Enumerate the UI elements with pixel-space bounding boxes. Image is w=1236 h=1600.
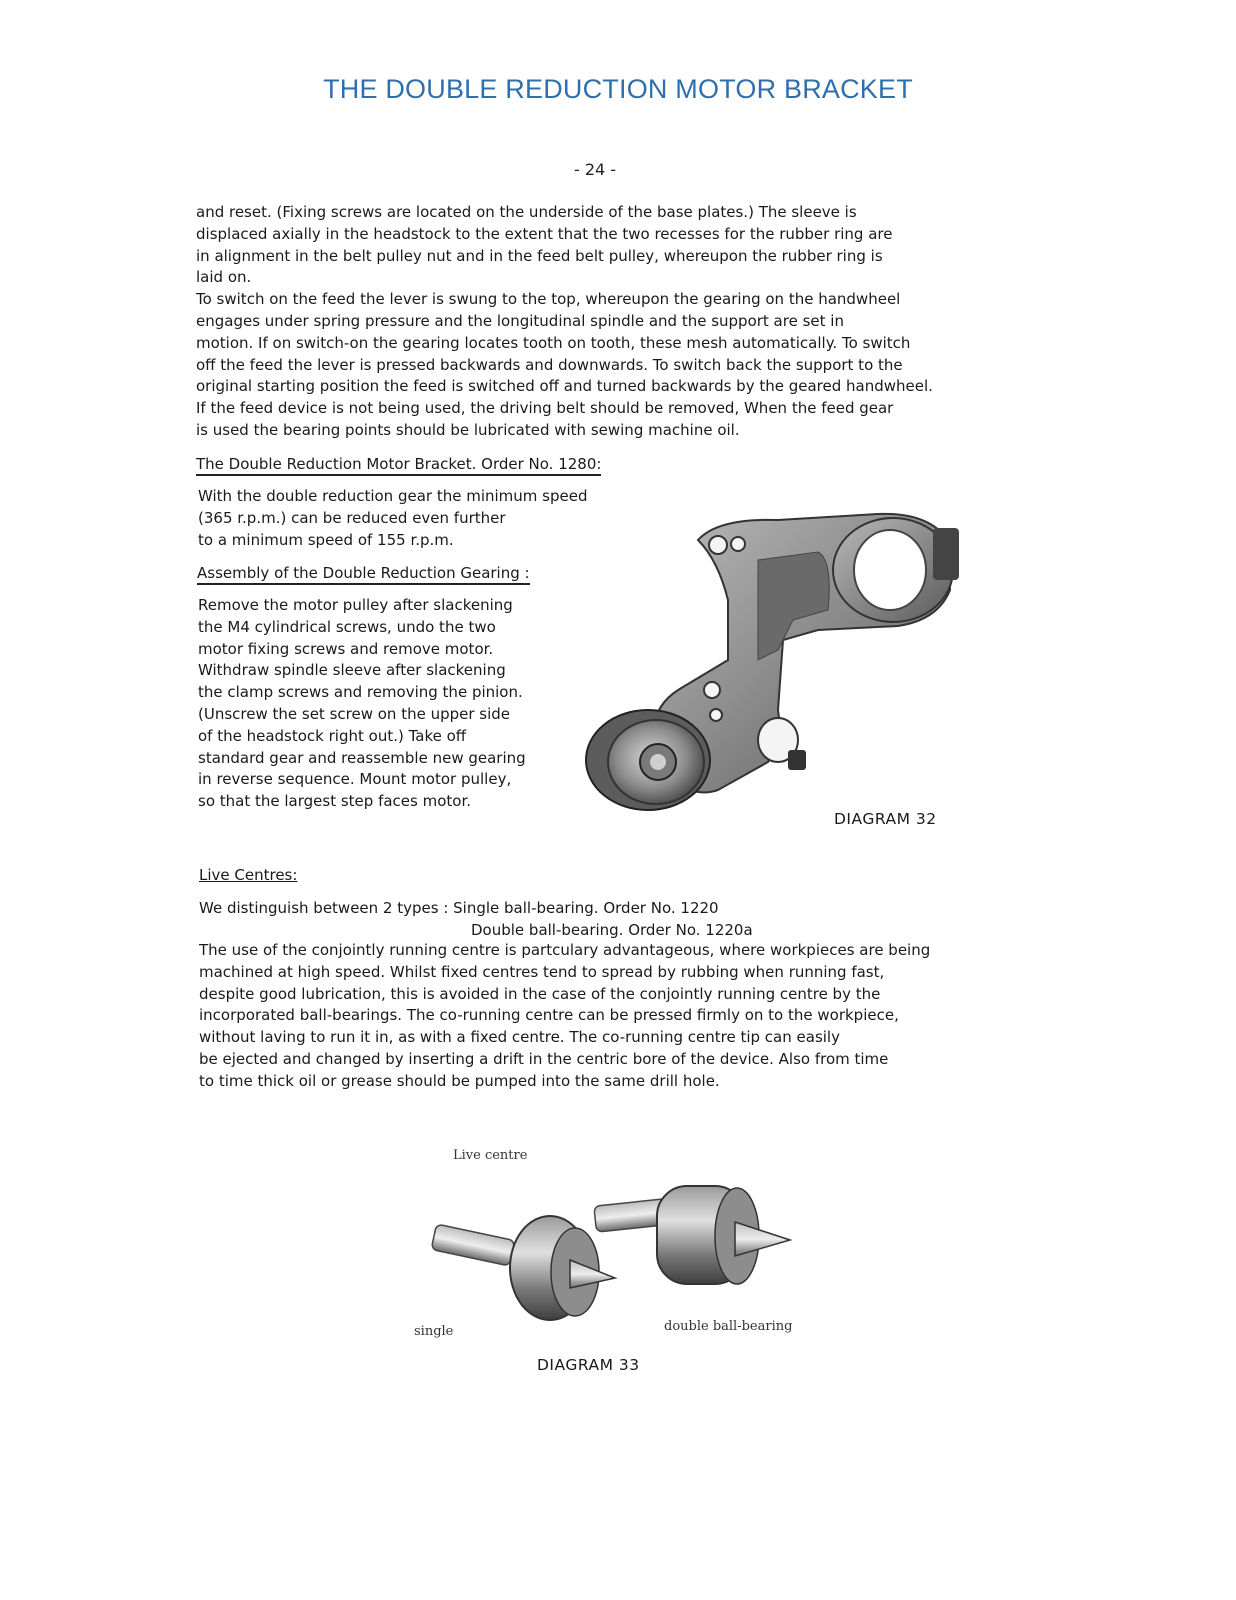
single-caption: single bbox=[414, 1324, 454, 1339]
text-line: If the feed device is not being used, the driving belt should be removed, When the feed gear bbox=[196, 399, 894, 418]
text-line: Double ball-bearing. Order No. 1220a bbox=[471, 920, 753, 939]
text-line: so that the largest step faces motor. bbox=[198, 792, 472, 811]
text-line: motion. If on switch-on the gearing locates tooth on tooth, these mesh automatically. To switch bbox=[196, 333, 911, 352]
text-line: despite good lubrication, this is avoided in the case of the conjointly running centre by the bbox=[199, 984, 881, 1003]
text-line: the clamp screws and removing the pinion. bbox=[198, 683, 523, 702]
page-title: THE DOUBLE REDUCTION MOTOR BRACKET bbox=[323, 74, 913, 104]
text-line: incorporated ball-bearings. The co-running centre can be pressed firmly on to the workpiece, bbox=[199, 1006, 899, 1025]
page-number: - 24 - bbox=[573, 160, 617, 179]
diagram-32-label: DIAGRAM 32 bbox=[834, 810, 937, 828]
text-line: motor fixing screws and remove motor. bbox=[198, 639, 494, 658]
diagram-33-label: DIAGRAM 33 bbox=[537, 1356, 640, 1374]
single-centre-shape bbox=[431, 1216, 615, 1320]
text-line: to time thick oil or grease should be pumped into the same drill hole. bbox=[199, 1071, 720, 1090]
text-line: and reset. (Fixing screws are located on the underside of the base plates.) The sleeve is bbox=[196, 203, 857, 221]
text-line: is used the bearing points should be lubricated with sewing machine oil. bbox=[196, 420, 740, 439]
text-line: displaced axially in the headstock to the extent that the two recesses for the rubber ring are bbox=[196, 224, 893, 243]
text-line: original starting position the feed is switched off and turned backwards by the geared handwheel. bbox=[196, 377, 933, 396]
assembly-heading: Assembly of the Double Reduction Gearing : bbox=[197, 564, 530, 585]
live-centre-caption: Live centre bbox=[453, 1148, 528, 1163]
text-line: engages under spring pressure and the longitudinal spindle and the support are set in bbox=[196, 311, 844, 330]
text-line: in reverse sequence. Mount motor pulley, bbox=[198, 770, 512, 789]
live-centres-paragraph bbox=[199, 940, 930, 1093]
motor-bracket-figure bbox=[578, 500, 978, 830]
text-line: to a minimum speed of 155 r.p.m. bbox=[198, 530, 454, 549]
motor-bracket-heading: The Double Reduction Motor Bracket. Order No. 1280: bbox=[196, 455, 601, 476]
intro-paragraph bbox=[196, 202, 933, 442]
motor-bracket-paragraph bbox=[198, 486, 587, 551]
text-line: without laving to run it in, as with a fixed centre. The co-running centre tip can easily bbox=[199, 1028, 840, 1047]
text-line: be ejected and changed by inserting a drift in the centric bore of the device. Also from time bbox=[199, 1049, 889, 1068]
text-line: (365 r.p.m.) can be reduced even further bbox=[198, 508, 506, 527]
text-line: (Unscrew the set screw on the upper side bbox=[198, 704, 511, 723]
text-line: the M4 cylindrical screws, undo the two bbox=[198, 617, 496, 636]
text-line: of the headstock right out.) Take off bbox=[198, 726, 467, 745]
live-centres-types bbox=[199, 898, 753, 942]
live-centres-heading: Live Centres: bbox=[199, 866, 298, 884]
text-line: Withdraw spindle sleeve after slackening bbox=[198, 661, 506, 680]
double-centre-shape bbox=[594, 1186, 790, 1284]
text-line: We distinguish between 2 types : Single ball-bearing. Order No. 1220 bbox=[199, 899, 719, 917]
text-line: machined at high speed. Whilst fixed centres tend to spread by rubbing when running fast, bbox=[199, 962, 885, 981]
assembly-paragraph bbox=[198, 595, 526, 813]
double-ball-bearing-caption: double ball-bearing bbox=[664, 1319, 793, 1334]
text-line: The use of the conjointly running centre is partculary advantageous, where workpieces are being bbox=[199, 941, 931, 959]
text-line: in alignment in the belt pulley nut and in the feed belt pulley, whereupon the rubber ring is bbox=[196, 246, 883, 265]
text-line: standard gear and reassemble new gearing bbox=[198, 748, 526, 767]
text-line: With the double reduction gear the minimum speed bbox=[198, 487, 588, 505]
live-centres-figure bbox=[425, 1176, 805, 1326]
text-line: off the feed the lever is pressed backwards and downwards. To switch back the support to the bbox=[196, 355, 903, 374]
text-line: Remove the motor pulley after slackening bbox=[198, 596, 513, 614]
text-line: To switch on the feed the lever is swung to the top, whereupon the gearing on the handwheel bbox=[196, 290, 901, 309]
text-line: laid on. bbox=[196, 268, 252, 287]
